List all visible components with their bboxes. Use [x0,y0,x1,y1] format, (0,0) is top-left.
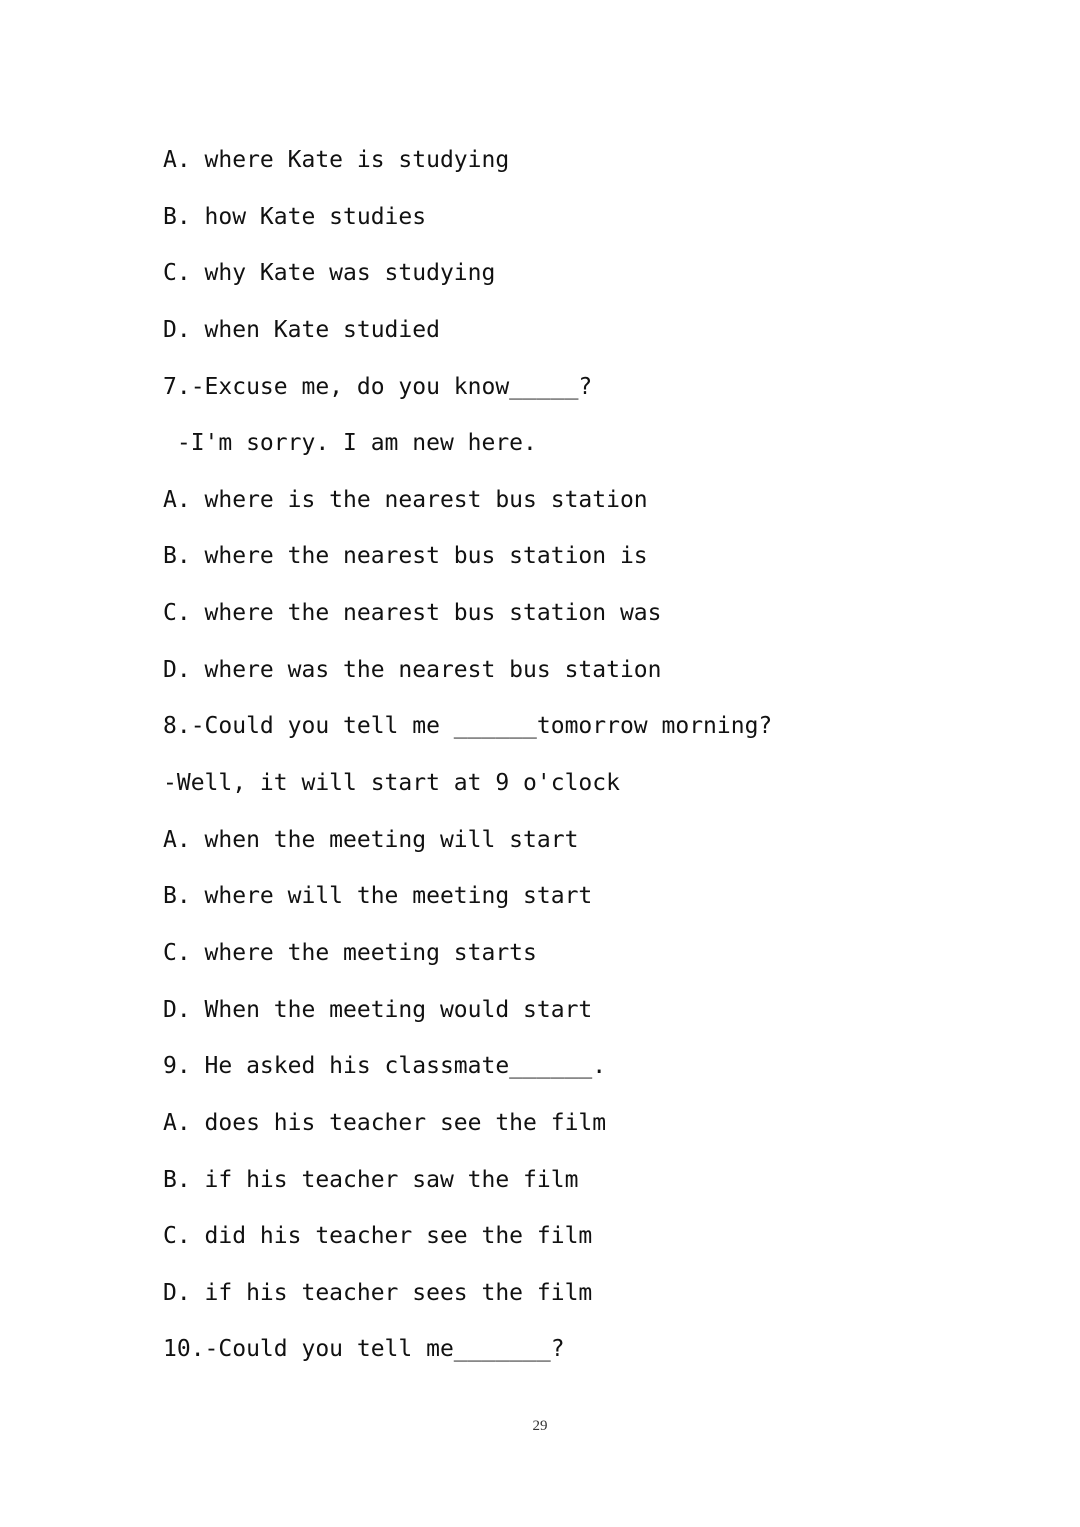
option-line: C. where the meeting starts [163,939,537,966]
option-line: A. where is the nearest bus station [163,486,648,513]
option-line: A. when the meeting will start [163,826,579,853]
page-number: 29 [532,1418,548,1434]
option-line: D. if his teacher sees the film [163,1279,593,1306]
question-text [163,141,1023,1387]
option-line: D. when Kate studied [163,316,440,343]
option-line: A. where Kate is studying [163,147,510,173]
option-line: C. where the nearest bus station was [163,600,662,627]
question-7: 7.-Excuse me, do you know_____? [163,373,593,400]
option-line: B. where the nearest bus station is [163,543,648,570]
option-line: D. When the meeting would start [163,996,593,1023]
option-line: B. if his teacher saw the film [163,1166,579,1193]
question-9: 9. He asked his classmate______. [163,1053,607,1080]
option-line: B. how Kate studies [163,203,427,230]
option-line: B. where will the meeting start [163,883,593,910]
option-line: C. why Kate was studying [163,260,496,287]
question-7-response: -I'm sorry. I am new here. [163,430,537,457]
question-8: 8.-Could you tell me ______tomorrow morning? [163,713,773,740]
option-line: D. where was the nearest bus station [163,656,662,683]
question-8-response: -Well, it will start at 9 o'clock [163,770,620,797]
option-line: A. does his teacher see the film [163,1109,607,1136]
option-line: C. did his teacher see the film [163,1223,593,1250]
question-10: 10.-Could you tell me_______? [163,1336,565,1363]
